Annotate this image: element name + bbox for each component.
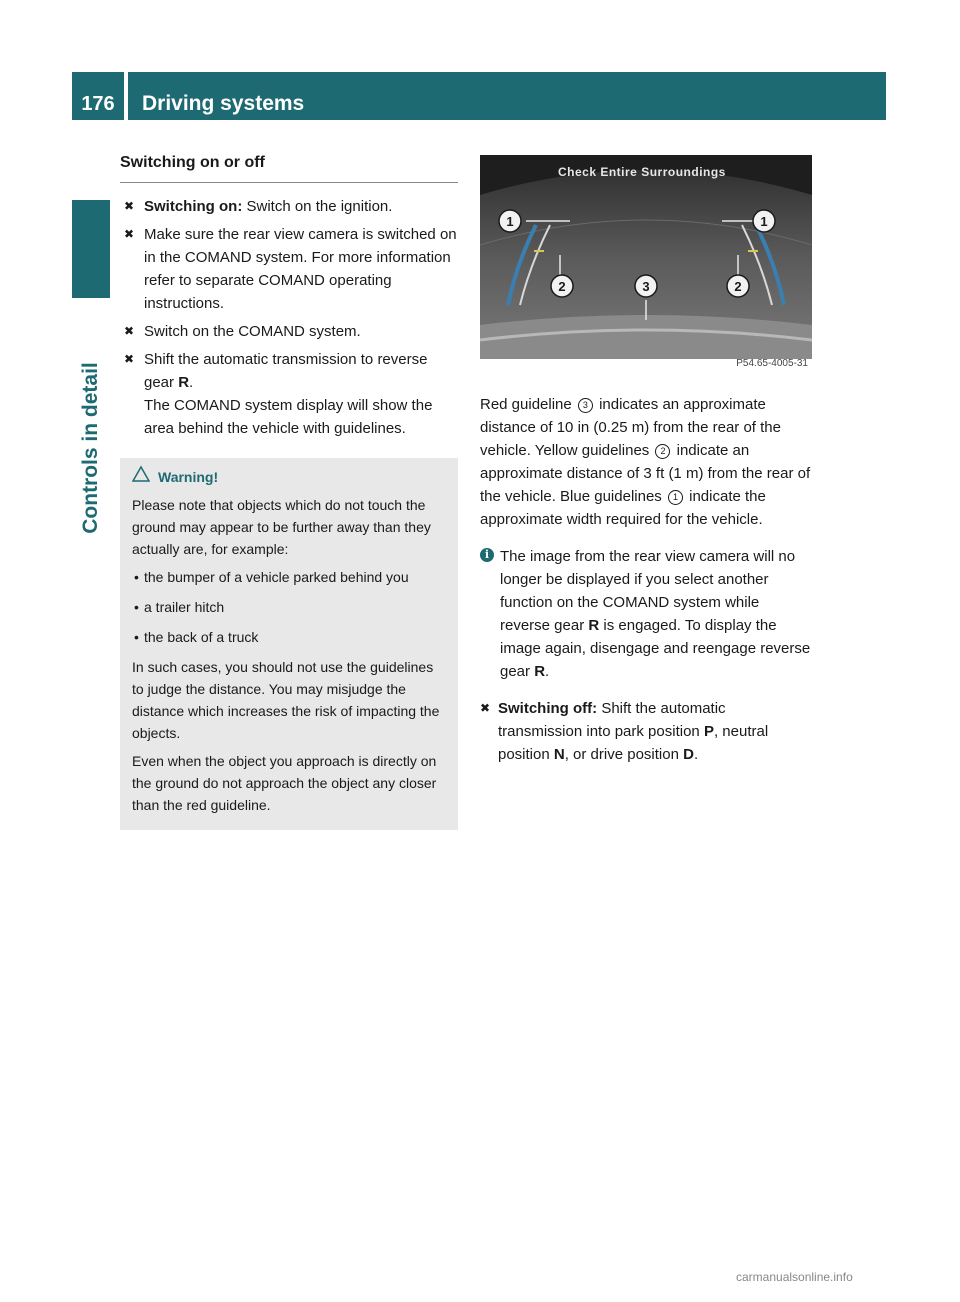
callout-label: 2 [558,279,566,294]
left-column [120,150,458,830]
camera-view [480,155,812,359]
gear-r: R [178,374,190,391]
text: . [693,746,699,763]
warning-box [120,458,458,830]
warning-intro: Please note that objects which do not touch the ground may appear to be further away than they actually are, for example: [132,497,431,557]
text: , neutral position [498,723,769,763]
warning-bullet: • the bumper of a vehicle parked behind you [132,566,446,588]
ref-1: 1 [668,490,683,505]
side-tab-marker [72,200,110,298]
step-text: Switch on the ignition. [242,198,393,215]
arrow-icon: ✖ [124,199,135,213]
ref-2: 2 [655,444,670,459]
callout-label: 1 [506,214,514,229]
text: , or drive position [564,746,684,763]
text: Shift the automatic transmission into park position [498,700,726,740]
right-column [480,150,812,766]
text: Red guideline [480,396,576,413]
callout-3 [635,275,657,297]
warning-paragraph: Even when the object you approach is directly on the ground do not approach the object any closer than the red guideline. [132,753,437,813]
step-item [120,348,458,440]
arrow-icon: ✖ [124,227,135,241]
page-number: 176 [72,72,124,120]
image-reference: P54.65-4005-31 [736,358,808,369]
warning-bullet: • the back of a truck [132,626,446,648]
gear-p: P [703,723,714,740]
callout-label: 1 [760,214,768,229]
step-text: Switch on the COMAND system. [144,323,361,340]
gear-n: N [553,746,565,763]
gear-d: D [683,746,694,763]
warning-bullet: • a trailer hitch [132,596,446,618]
step-text-end: . [189,374,194,391]
warning-triangle-icon [132,465,150,483]
gear-r: R [534,663,546,680]
warning-paragraph: In such cases, you should not use the guidelines to judge the distance. You may misjudge the distance which increases the risk of impacting the objects. [132,659,440,741]
callout-1-left [499,210,521,232]
arrow-icon: ✖ [480,701,491,715]
text: The image from the rear view camera will no longer be displayed if you select another function on the COMAND system while reverse gear [500,548,796,634]
side-tab [72,318,110,578]
section-heading: Switching on or off [120,150,458,183]
info-icon: i [480,548,494,562]
step-bold: Switching off: [498,700,598,717]
text: . [545,663,550,680]
arrow-icon: ✖ [124,324,135,338]
section-title: Driving systems [128,72,886,120]
callout-1-right [753,210,775,232]
ref-3: 3 [578,398,593,413]
step-item [120,320,458,343]
guideline-paragraph [480,393,812,531]
step-item [120,195,458,218]
warning-title-text: Warning! [158,469,219,485]
step-item [480,697,812,766]
page-header [72,72,886,120]
step-text: Make sure the rear view camera is switched on in the COMAND system. For more information refer to separate COMAND operating instructions. [144,226,457,312]
text: indicate the approximate width required for the vehicle. [480,488,766,528]
text: indicates an approximate distance of 10 in (0.25 m) from the rear of the vehicle. Yellow guidelines [480,396,781,459]
callout-label: 3 [642,279,650,294]
footer-watermark: carmanualsonline.info [736,1270,853,1284]
text: is engaged. To display the image again, disengage and reengage reverse gear [500,617,811,680]
text: indicate an approximate distance of 3 ft (1 m) from the rear of the vehicle. Blue guidelines [480,442,811,505]
gear-r: R [588,617,600,634]
warning-title [132,466,446,488]
step-bold: Switching on: [144,198,243,215]
callout-label: 2 [734,279,742,294]
info-note [480,545,812,683]
camera-caption: Check Entire Surroundings [558,165,726,179]
rear-camera-image [480,155,812,369]
step-result: The COMAND system display will show the area behind the vehicle with guidelines. [144,397,433,437]
side-tab-label: Controls in detail [79,362,102,534]
arrow-icon: ✖ [124,352,135,366]
callout-2-left [551,275,573,297]
step-text: Shift the automatic transmission to reverse gear [144,351,428,391]
callout-2-right [727,275,749,297]
step-item [120,223,458,315]
